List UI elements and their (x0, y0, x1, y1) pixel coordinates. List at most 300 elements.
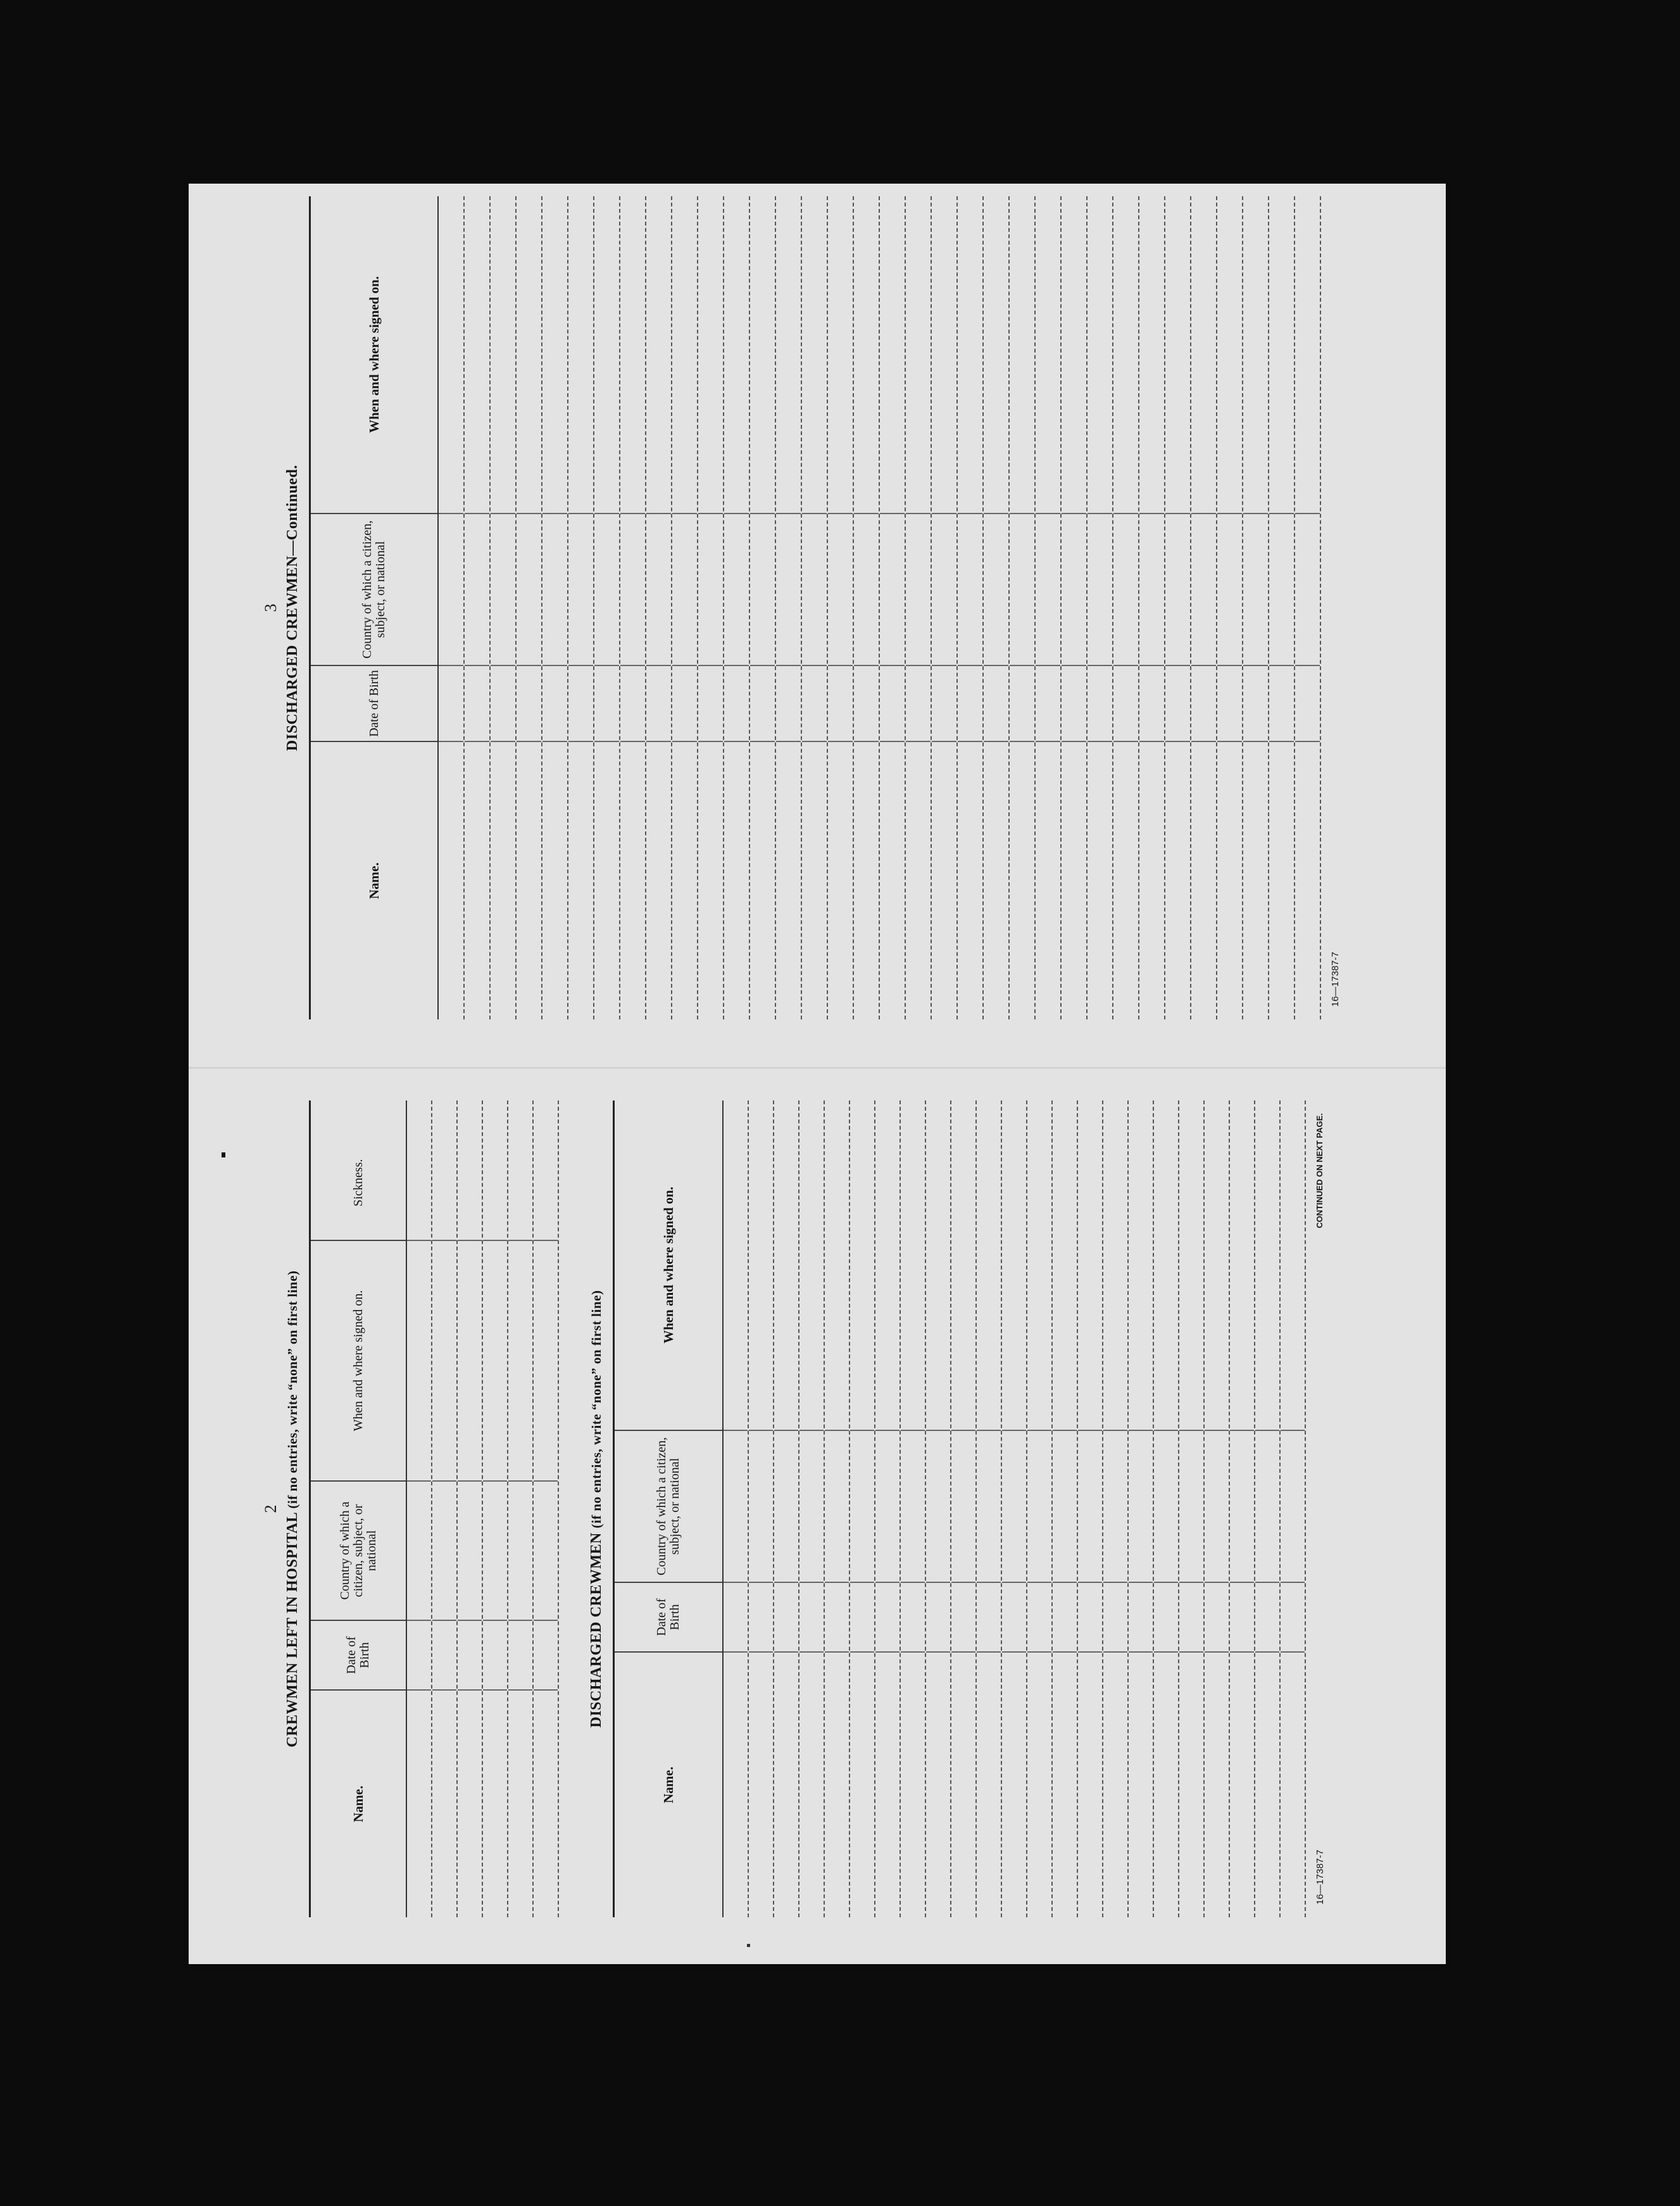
blank-cell (1281, 1430, 1305, 1582)
blank-cell (534, 1480, 558, 1620)
blank-cell (828, 513, 853, 665)
discharged-row (1205, 1100, 1230, 1917)
page-2-form-number: 16—17387-7 (1315, 1850, 1326, 1905)
discharged-row (977, 1100, 1002, 1917)
blank-cell (1053, 1100, 1077, 1430)
blank-cell (1255, 1582, 1279, 1651)
page-3-row (724, 196, 750, 1019)
blank-cell (984, 741, 1008, 1019)
blank-cell (1191, 741, 1216, 1019)
blank-cell (926, 1430, 950, 1582)
page-3-row (1113, 196, 1139, 1019)
blank-cell (1230, 1430, 1254, 1582)
hospital-col-dob-header: Date of Birth (311, 1620, 406, 1689)
page-3-row (802, 196, 828, 1019)
discharged-row (901, 1100, 926, 1917)
blank-cell (1078, 1430, 1102, 1582)
blank-cell (542, 513, 567, 665)
blank-cell (491, 513, 515, 665)
blank-cell (774, 1582, 798, 1651)
blank-cell (926, 1100, 950, 1430)
blank-cell (646, 741, 671, 1019)
blank-cell (1165, 741, 1190, 1019)
blank-cell (875, 1582, 900, 1651)
blank-cell (880, 665, 905, 741)
blank-cell (1139, 513, 1164, 665)
blank-cell (802, 513, 827, 665)
page-3-row (984, 196, 1010, 1019)
blank-cell (458, 1620, 482, 1689)
blank-cell (750, 196, 775, 513)
blank-cell (1255, 1100, 1279, 1430)
discharged-col-name-header: Name. (615, 1651, 722, 1917)
blank-cell (483, 1689, 507, 1917)
blank-cell (1078, 1651, 1102, 1917)
discharged-row (799, 1100, 825, 1917)
page-3-row (1295, 196, 1321, 1019)
blank-cell (508, 1126, 532, 1240)
blank-cell (875, 1100, 900, 1430)
blank-cell (1269, 741, 1294, 1019)
blank-cell (432, 1126, 456, 1240)
page-3-row (1139, 196, 1165, 1019)
blank-cell (594, 665, 619, 741)
blank-cell (799, 1582, 824, 1651)
blank-cell (698, 196, 723, 513)
blank-cell (724, 513, 749, 665)
hospital-col-signed-header: When and where signed on. (311, 1240, 406, 1480)
blank-cell (1088, 513, 1112, 665)
blank-cell (825, 1430, 849, 1582)
blank-cell (906, 196, 931, 513)
blank-cell (1179, 1582, 1203, 1651)
blank-cell (828, 741, 853, 1019)
blank-cell (534, 1689, 558, 1917)
blank-cell (698, 741, 723, 1019)
blank-cell (407, 1620, 431, 1689)
blank-cell (977, 1100, 1001, 1430)
blank-cell (1139, 741, 1164, 1019)
page-3-row (1165, 196, 1191, 1019)
blank-cell (1053, 1651, 1077, 1917)
page-3-row (1062, 196, 1088, 1019)
blank-cell (977, 1582, 1001, 1651)
blank-cell (646, 665, 671, 741)
blank-cell (1002, 1430, 1026, 1582)
discharged-rows (724, 1100, 1306, 1917)
page-3-number: 3 (261, 603, 280, 612)
discharged-header-row (613, 1100, 724, 1917)
blank-cell (828, 196, 853, 513)
blank-cell (620, 196, 645, 513)
page-3-row (880, 196, 906, 1019)
document-sheet (189, 184, 1446, 1964)
page-3-row (439, 196, 465, 1019)
blank-cell (491, 741, 515, 1019)
blank-cell (508, 1620, 532, 1689)
page-3-row (828, 196, 854, 1019)
hospital-title-note: (if no entries, write “none” on first line) (285, 1270, 300, 1509)
blank-cell (799, 1651, 824, 1917)
blank-cell (517, 741, 541, 1019)
blank-cell (542, 665, 567, 741)
blank-cell (1113, 196, 1138, 513)
blank-cell (875, 1651, 900, 1917)
blank-cell (1103, 1430, 1127, 1582)
blank-cell (1205, 1100, 1229, 1430)
blank-cell (1103, 1582, 1127, 1651)
blank-cell (906, 665, 931, 741)
blank-cell (776, 513, 801, 665)
page-3-row (672, 196, 698, 1019)
blank-cell (534, 1620, 558, 1689)
blank-cell (880, 196, 905, 513)
blank-cell (483, 1620, 507, 1689)
blank-cell (1154, 1651, 1178, 1917)
blank-cell (1255, 1651, 1279, 1917)
discharged-row (774, 1100, 799, 1917)
blank-cell (774, 1100, 798, 1430)
blank-cell (534, 1240, 558, 1480)
discharged-row (1027, 1100, 1053, 1917)
blank-cell (901, 1651, 925, 1917)
blank-cell (958, 196, 982, 513)
page-3-row (491, 196, 517, 1019)
blank-cell (1036, 196, 1060, 513)
page-3-row (542, 196, 568, 1019)
blank-cell (1191, 513, 1216, 665)
blank-cell (1281, 1100, 1305, 1430)
blank-cell (1103, 1651, 1127, 1917)
page-3-row (854, 196, 880, 1019)
page-3 (261, 196, 1350, 1019)
hospital-title-text: CREWMEN LEFT IN HOSPITAL (284, 1513, 301, 1748)
hospital-rows (407, 1100, 559, 1917)
speck (747, 1944, 750, 1947)
blank-cell (880, 513, 905, 665)
blank-cell (825, 1100, 849, 1430)
page-3-row (698, 196, 724, 1019)
blank-cell (1179, 1651, 1203, 1917)
hospital-col-name-header: Name. (311, 1689, 406, 1917)
blank-cell (1165, 513, 1190, 665)
blank-cell (1154, 1582, 1178, 1651)
continued-note: CONTINUED ON NEXT PAGE. (1315, 1113, 1324, 1228)
blank-cell (491, 196, 515, 513)
discharged-title-text: DISCHARGED CREWMEN (588, 1532, 605, 1728)
blank-cell (646, 513, 671, 665)
page-3-row (906, 196, 932, 1019)
page-3-row (1243, 196, 1269, 1019)
blank-cell (799, 1100, 824, 1430)
blank-cell (958, 665, 982, 741)
blank-cell (1269, 513, 1294, 665)
blank-cell (439, 513, 463, 665)
blank-cell (776, 741, 801, 1019)
blank-cell (1295, 513, 1320, 665)
blank-cell (1027, 1582, 1051, 1651)
blank-cell (542, 741, 567, 1019)
blank-cell (620, 513, 645, 665)
page-3-row (1088, 196, 1113, 1019)
blank-cell (724, 741, 749, 1019)
blank-cell (458, 1689, 482, 1917)
blank-cell (1027, 1100, 1051, 1430)
blank-cell (776, 665, 801, 741)
blank-cell (594, 196, 619, 513)
blank-cell (932, 741, 956, 1019)
blank-cell (850, 1430, 874, 1582)
page-3-row (932, 196, 958, 1019)
blank-cell (1217, 665, 1242, 741)
blank-cell (1010, 513, 1034, 665)
blank-cell (1010, 665, 1034, 741)
page-3-row (1036, 196, 1062, 1019)
blank-cell (568, 665, 593, 741)
blank-cell (483, 1240, 507, 1480)
hospital-col-country-header: Country of which a citizen, subject, or national (311, 1480, 406, 1620)
page-2 (261, 1100, 1350, 1917)
blank-cell (465, 741, 489, 1019)
blank-cell (672, 665, 697, 741)
blank-cell (984, 513, 1008, 665)
blank-cell (926, 1651, 950, 1917)
blank-cell (1230, 1100, 1254, 1430)
blank-cell (620, 665, 645, 741)
discharged-row (825, 1100, 850, 1917)
blank-cell (1269, 196, 1294, 513)
blank-cell (1078, 1582, 1102, 1651)
blank-cell (750, 513, 775, 665)
blank-cell (1129, 1100, 1153, 1430)
blank-cell (646, 196, 671, 513)
page-3-row (958, 196, 984, 1019)
blank-cell (1281, 1651, 1305, 1917)
blank-cell (977, 1430, 1001, 1582)
discharged-row (749, 1100, 774, 1917)
blank-cell (1191, 665, 1216, 741)
blank-cell (1269, 665, 1294, 741)
page-3-row (594, 196, 620, 1019)
hospital-header-row (309, 1100, 407, 1917)
page-3-row (776, 196, 802, 1019)
blank-cell (698, 513, 723, 665)
blank-cell (458, 1240, 482, 1480)
blank-cell (1027, 1430, 1051, 1582)
blank-cell (1062, 665, 1086, 741)
blank-cell (951, 1100, 975, 1430)
blank-cell (1205, 1651, 1229, 1917)
discharged-row (1129, 1100, 1154, 1917)
blank-cell (1179, 1100, 1203, 1430)
col-name-header: Name. (311, 741, 437, 1019)
blank-cell (568, 196, 593, 513)
hospital-row (483, 1100, 508, 1917)
blank-cell (850, 1651, 874, 1917)
hospital-row (407, 1100, 432, 1917)
discharged-row (724, 1100, 749, 1917)
blank-cell (594, 513, 619, 665)
blank-cell (1205, 1430, 1229, 1582)
blank-cell (724, 1582, 748, 1651)
hospital-title (284, 1100, 301, 1917)
discharged-row (1053, 1100, 1078, 1917)
blank-cell (802, 741, 827, 1019)
blank-cell (724, 1651, 748, 1917)
blank-cell (750, 665, 775, 741)
hospital-row (432, 1100, 458, 1917)
blank-cell (932, 513, 956, 665)
blank-cell (825, 1582, 849, 1651)
page-3-form-number: 16—17387-7 (1330, 952, 1341, 1007)
blank-cell (1154, 1100, 1178, 1430)
blank-cell (483, 1126, 507, 1240)
blank-cell (1010, 741, 1034, 1019)
blank-cell (750, 741, 775, 1019)
blank-cell (875, 1430, 900, 1582)
page-2-footer (1315, 1100, 1326, 1917)
blank-cell (458, 1480, 482, 1620)
blank-cell (1243, 741, 1268, 1019)
blank-cell (1036, 513, 1060, 665)
blank-cell (594, 741, 619, 1019)
discharged-row (1103, 1100, 1129, 1917)
discharged-col-country-header: Country of which a citizen, subject, or national (615, 1430, 722, 1582)
blank-cell (799, 1430, 824, 1582)
blank-cell (932, 665, 956, 741)
blank-cell (984, 196, 1008, 513)
blank-cell (1243, 665, 1268, 741)
blank-cell (432, 1620, 456, 1689)
blank-cell (880, 741, 905, 1019)
blank-cell (1217, 741, 1242, 1019)
blank-cell (407, 1240, 431, 1480)
blank-cell (517, 196, 541, 513)
blank-cell (1078, 1100, 1102, 1430)
blank-cell (776, 196, 801, 513)
blank-cell (542, 196, 567, 513)
blank-cell (672, 513, 697, 665)
page-3-row (1191, 196, 1217, 1019)
blank-cell (825, 1651, 849, 1917)
blank-cell (491, 665, 515, 741)
discharged-row (1281, 1100, 1306, 1917)
hospital-row (534, 1100, 559, 1917)
blank-cell (1053, 1430, 1077, 1582)
speck (222, 1152, 225, 1157)
blank-cell (517, 513, 541, 665)
discharged-col-signed-header: When and where signed on. (660, 1187, 676, 1344)
blank-cell (951, 1651, 975, 1917)
blank-cell (698, 665, 723, 741)
blank-cell (1027, 1651, 1051, 1917)
blank-cell (407, 1480, 431, 1620)
blank-cell (1002, 1100, 1026, 1430)
page-3-row (620, 196, 646, 1019)
blank-cell (432, 1689, 456, 1917)
blank-cell (1295, 741, 1320, 1019)
blank-cell (1217, 196, 1242, 513)
blank-cell (724, 665, 749, 741)
blank-cell (672, 196, 697, 513)
discharged-row (951, 1100, 977, 1917)
page-fold (189, 1067, 1446, 1069)
blank-cell (1113, 665, 1138, 741)
blank-cell (1165, 665, 1190, 741)
blank-cell (906, 513, 931, 665)
page-3-title: DISCHARGED CREWMEN—Continued. (284, 465, 301, 751)
blank-cell (465, 665, 489, 741)
blank-cell (483, 1480, 507, 1620)
blank-cell (901, 1430, 925, 1582)
page-3-row (1269, 196, 1295, 1019)
blank-cell (1129, 1430, 1153, 1582)
blank-cell (1217, 513, 1242, 665)
blank-cell (906, 741, 931, 1019)
blank-cell (439, 665, 463, 741)
blank-cell (508, 1689, 532, 1917)
blank-cell (958, 741, 982, 1019)
blank-cell (1243, 196, 1268, 513)
blank-cell (1036, 665, 1060, 741)
blank-cell (1062, 513, 1086, 665)
blank-cell (850, 1582, 874, 1651)
blank-cell (749, 1430, 773, 1582)
blank-cell (1062, 196, 1086, 513)
blank-cell (1230, 1582, 1254, 1651)
blank-cell (1139, 665, 1164, 741)
blank-cell (958, 513, 982, 665)
blank-cell (1154, 1430, 1178, 1582)
blank-cell (951, 1582, 975, 1651)
blank-cell (854, 513, 879, 665)
discharged-row (1154, 1100, 1179, 1917)
discharged-title-note: (if no entries, write “none” on first line) (589, 1290, 604, 1528)
blank-cell (1295, 196, 1320, 513)
blank-cell (1088, 741, 1112, 1019)
hospital-row (458, 1100, 483, 1917)
blank-cell (1036, 741, 1060, 1019)
blank-cell (432, 1480, 456, 1620)
page-3-row (750, 196, 776, 1019)
blank-cell (1113, 741, 1138, 1019)
blank-cell (1010, 196, 1034, 513)
blank-cell (458, 1126, 482, 1240)
discharged-row (1002, 1100, 1027, 1917)
blank-cell (854, 741, 879, 1019)
blank-cell (517, 665, 541, 741)
discharged-title (588, 1100, 605, 1917)
blank-cell (465, 196, 489, 513)
blank-cell (774, 1430, 798, 1582)
blank-cell (724, 1100, 748, 1430)
blank-cell (407, 1126, 431, 1240)
blank-cell (926, 1582, 950, 1651)
blank-cell (1191, 196, 1216, 513)
blank-cell (1139, 196, 1164, 513)
discharged-row (1179, 1100, 1205, 1917)
blank-cell (508, 1240, 532, 1480)
blank-cell (774, 1651, 798, 1917)
hospital-col-sickness-header: Sickness. (351, 1159, 365, 1207)
blank-cell (1295, 665, 1320, 741)
blank-cell (1243, 513, 1268, 665)
discharged-col-dob-header: Date of Birth (615, 1582, 722, 1651)
blank-cell (984, 665, 1008, 741)
blank-cell (951, 1430, 975, 1582)
blank-cell (854, 196, 879, 513)
blank-cell (1088, 665, 1112, 741)
